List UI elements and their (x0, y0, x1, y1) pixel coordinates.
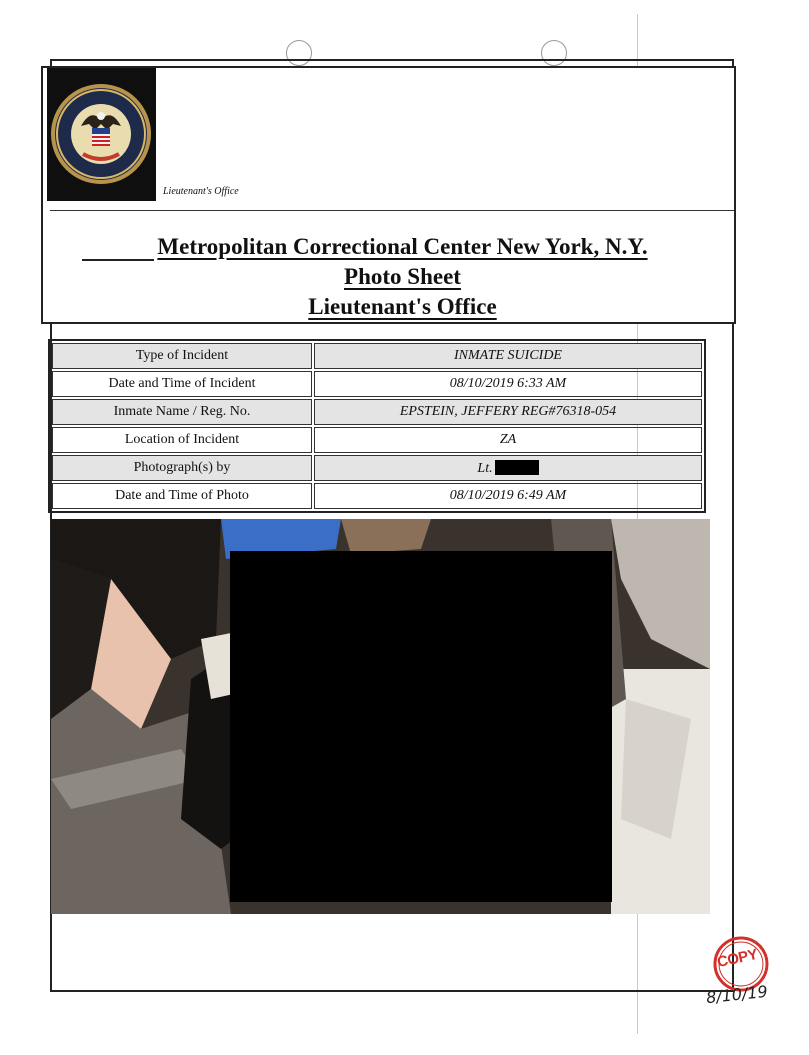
photo-redaction (230, 551, 612, 902)
field-value: 08/10/2019 6:33 AM (314, 371, 702, 397)
field-label: Location of Incident (52, 427, 312, 453)
table-row (52, 427, 702, 453)
header-rule (50, 210, 734, 211)
sheet-title: Photo Sheet (344, 264, 461, 289)
photographer-prefix: Lt. (477, 460, 493, 476)
doj-bop-seal (47, 68, 156, 201)
office-caption: Lieutenant's Office (163, 186, 239, 197)
table-row (52, 371, 702, 397)
copy-stamp-text: COPY (715, 945, 759, 972)
handwritten-date: 8/10/19 (705, 981, 769, 1008)
field-value: EPSTEIN, JEFFERY REG#76318-054 (314, 399, 702, 425)
field-label: Date and Time of Incident (52, 371, 312, 397)
incident-details-table (48, 339, 706, 513)
table-row (52, 483, 702, 509)
field-label: Type of Incident (52, 343, 312, 369)
redaction-bar (495, 460, 539, 475)
facility-title: Metropolitan Correctional Center New York, N.Y. (157, 234, 648, 259)
field-value: ZA (314, 427, 702, 453)
field-value: INMATE SUICIDE (314, 343, 702, 369)
table-row (52, 455, 702, 481)
field-value (314, 455, 702, 481)
table-row (52, 343, 702, 369)
table-row (52, 399, 702, 425)
field-label: Date and Time of Photo (52, 483, 312, 509)
field-label: Inmate Name / Reg. No. (52, 399, 312, 425)
field-value: 08/10/2019 6:49 AM (314, 483, 702, 509)
field-label: Photograph(s) by (52, 455, 312, 481)
office-title: Lieutenant's Office (308, 294, 497, 319)
